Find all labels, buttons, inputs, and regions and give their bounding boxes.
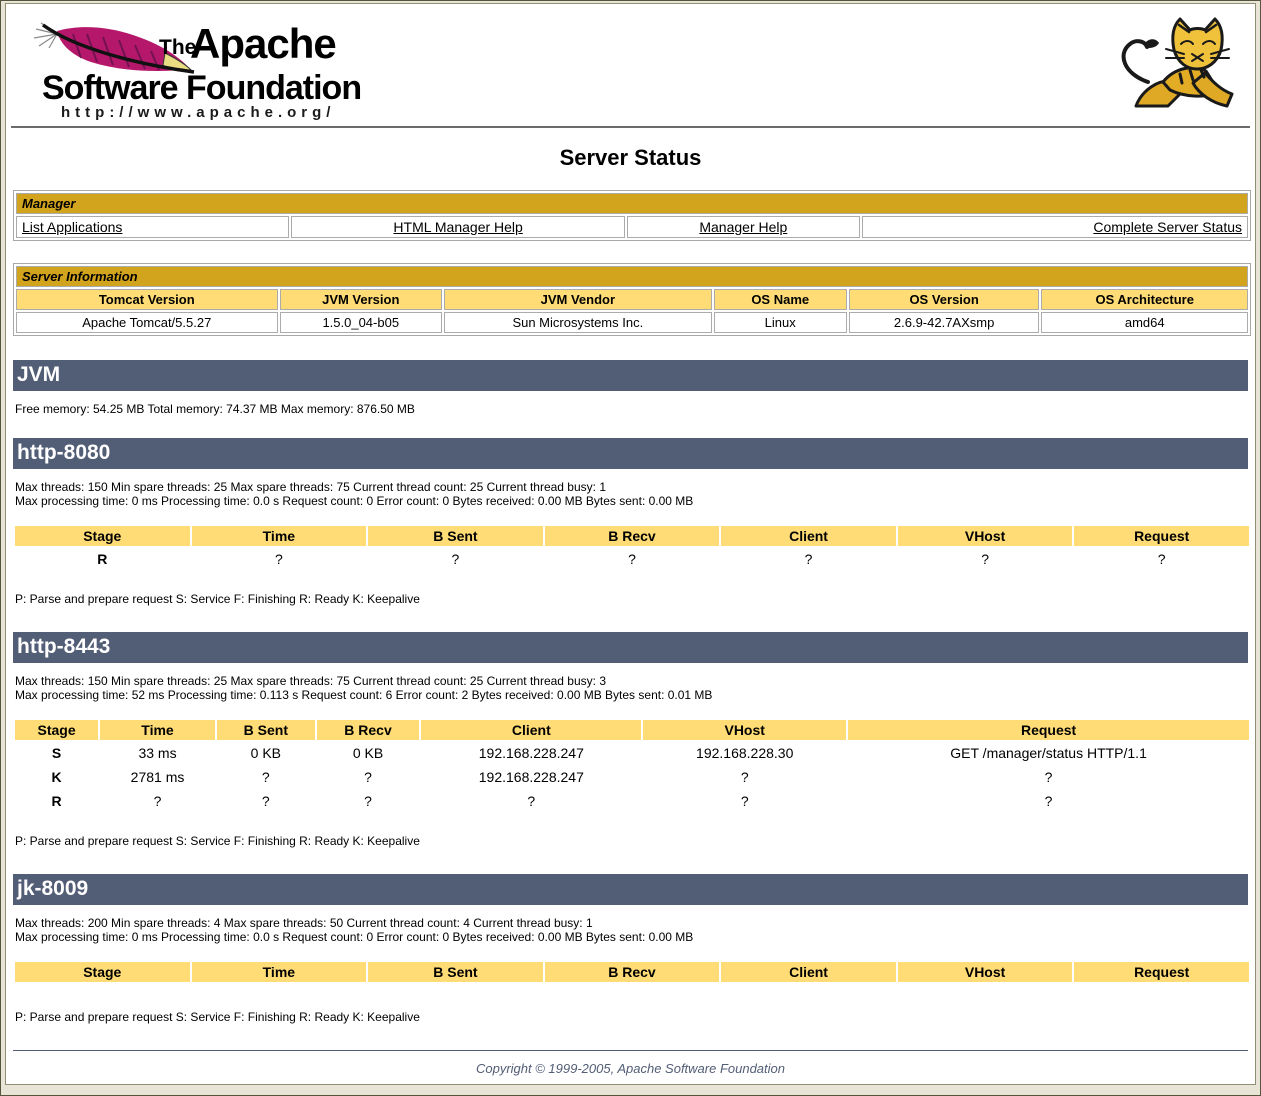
server-information-values-row: [16, 312, 1248, 333]
request-cell: GET /manager/status HTTP/1.1: [950, 745, 1147, 761]
http-8443-stage-legend: P: Parse and prepare request S: Service F: Finishing R: Ready K: Keepalive: [15, 834, 420, 848]
col-b-sent: B Sent: [368, 526, 543, 546]
link-list-applications[interactable]: List Applications: [22, 219, 123, 235]
stage-cell: K: [51, 769, 62, 785]
table-row: [15, 742, 1249, 764]
http-8443-header-row: [15, 720, 1249, 740]
http-8443-processing-line: Max processing time: 52 ms Processing time: 0.113 s Request count: 6 Error count: 2 Bytes received: 0.00 MB Bytes sent: 0.01 MB: [15, 688, 713, 702]
section-http-8443: http-8443: [13, 632, 1248, 663]
col-client: Client: [721, 962, 896, 982]
jvm-version: 1.5.0_04-b05: [280, 312, 443, 333]
col-request: Request: [848, 720, 1249, 740]
time-cell: ?: [153, 793, 162, 809]
manager-links-row: [16, 216, 1248, 238]
manager-section-title: Manager: [16, 193, 1248, 214]
time-cell: 33 ms: [138, 745, 177, 761]
client-cell: ?: [527, 793, 536, 809]
http-8443-stats: [15, 674, 1248, 702]
apache-brand: [9, 4, 529, 126]
client-cell: 192.168.228.247: [478, 745, 584, 761]
vhost-cell: ?: [740, 769, 749, 785]
table-row: [15, 548, 1249, 570]
col-os-architecture: OS Architecture: [1041, 289, 1248, 310]
time-cell: ?: [274, 551, 283, 567]
col-stage: Stage: [15, 720, 98, 740]
header-divider: [11, 126, 1250, 128]
col-b-recv: B Recv: [317, 720, 420, 740]
http-8443-threads-line: Max threads: 150 Min spare threads: 25 Max spare threads: 75 Current thread count: 25 Current thread busy: 3: [15, 674, 606, 688]
server-information-header-row: [16, 289, 1248, 310]
b-sent-cell: ?: [261, 793, 270, 809]
section-jk-8009: jk-8009: [13, 874, 1248, 905]
http-8080-threads-line: Max threads: 150 Min spare threads: 25 Max spare threads: 75 Current thread count: 25 Current thread busy: 1: [15, 480, 606, 494]
col-vhost: VHost: [898, 962, 1073, 982]
request-cell: ?: [1044, 769, 1053, 785]
col-vhost: VHost: [898, 526, 1073, 546]
client-cell: ?: [804, 551, 813, 567]
tomcat-logo: [1108, 16, 1240, 116]
vhost-cell: ?: [740, 793, 749, 809]
col-os-version: OS Version: [849, 289, 1040, 310]
col-client: Client: [721, 526, 896, 546]
col-vhost: VHost: [643, 720, 846, 740]
stage-cell: S: [51, 745, 62, 761]
time-cell: 2781 ms: [130, 769, 185, 785]
http-8080-header-row: [15, 526, 1249, 546]
col-os-name: OS Name: [714, 289, 847, 310]
stage-cell: R: [51, 793, 62, 809]
jk-8009-header-row: [15, 962, 1249, 982]
col-b-sent: B Sent: [217, 720, 315, 740]
jk-8009-stats: [15, 916, 1248, 944]
col-b-recv: B Recv: [545, 526, 720, 546]
b-sent-cell: ?: [261, 769, 270, 785]
jk-8009-requests-table: [13, 960, 1251, 984]
col-stage: Stage: [15, 526, 190, 546]
http-8080-stats: [15, 480, 1248, 508]
b-recv-cell: ?: [364, 793, 372, 809]
os-name: Linux: [714, 312, 847, 333]
col-jvm-vendor: JVM Vendor: [444, 289, 712, 310]
b-recv-cell: ?: [364, 769, 372, 785]
os-architecture: amd64: [1041, 312, 1248, 333]
http-8080-requests-table: [13, 524, 1251, 572]
client-cell: 192.168.228.247: [478, 769, 584, 785]
section-http-8080: http-8080: [13, 438, 1248, 469]
footer-divider: [13, 1050, 1248, 1051]
col-request: Request: [1074, 526, 1249, 546]
tomcat-version: Apache Tomcat/5.5.27: [16, 312, 278, 333]
page-title: Server Status: [559, 145, 702, 170]
col-time: Time: [100, 720, 215, 740]
col-request: Request: [1074, 962, 1249, 982]
vhost-cell: 192.168.228.30: [696, 745, 794, 761]
brand-apache: Apache: [190, 20, 336, 67]
page-content: [5, 3, 1256, 1085]
jk-8009-processing-line: Max processing time: 0 ms Processing time: 0.0 s Request count: 0 Error count: 0 Bytes received: 0.00 MB Bytes sent: 0.00 MB: [15, 930, 694, 944]
server-information-table: [13, 263, 1251, 336]
col-jvm-version: JVM Version: [280, 289, 443, 310]
b-recv-cell: ?: [628, 551, 636, 567]
jk-8009-threads-line: Max threads: 200 Min spare threads: 4 Max spare threads: 50 Current thread count: 4 Current thread busy: 1: [15, 916, 593, 930]
link-manager-help[interactable]: Manager Help: [699, 219, 788, 235]
vhost-cell: ?: [981, 551, 989, 567]
jk-8009-stage-legend: P: Parse and prepare request S: Service F: Finishing R: Ready K: Keepalive: [15, 1010, 420, 1024]
brand-the: The: [159, 36, 197, 59]
manager-nav-table: [13, 190, 1251, 241]
col-client: Client: [421, 720, 641, 740]
col-b-sent: B Sent: [368, 962, 543, 982]
http-8080-stage-legend: P: Parse and prepare request S: Service F: Finishing R: Ready K: Keepalive: [15, 592, 420, 606]
b-sent-cell: 0 KB: [250, 745, 281, 761]
brand-url: http://www.apache.org/: [61, 104, 336, 121]
b-sent-cell: ?: [451, 551, 460, 567]
b-recv-cell: 0 KB: [352, 745, 384, 761]
http-8443-requests-table: [13, 718, 1251, 814]
col-tomcat-version: Tomcat Version: [16, 289, 278, 310]
page-header: [9, 4, 1252, 126]
brand-software-foundation: Software Foundation: [42, 69, 362, 107]
os-version: 2.6.9-42.7AXsmp: [849, 312, 1040, 333]
link-complete-server-status[interactable]: Complete Server Status: [1093, 219, 1242, 235]
jvm-vendor: Sun Microsystems Inc.: [444, 312, 712, 333]
col-b-recv: B Recv: [545, 962, 720, 982]
link-html-manager-help[interactable]: HTML Manager Help: [393, 219, 523, 235]
copyright-text: Copyright © 1999-2005, Apache Software Foundation: [475, 1061, 786, 1076]
section-jvm: JVM: [13, 360, 1248, 391]
request-cell: ?: [1157, 551, 1166, 567]
http-8080-processing-line: Max processing time: 0 ms Processing time: 0.0 s Request count: 0 Error count: 0 Bytes received: 0.00 MB Bytes sent: 0.00 MB: [15, 494, 694, 508]
server-information-title: Server Information: [16, 266, 1248, 287]
request-cell: ?: [1044, 793, 1053, 809]
table-row: [15, 790, 1249, 812]
col-time: Time: [192, 526, 367, 546]
col-stage: Stage: [15, 962, 190, 982]
col-time: Time: [192, 962, 367, 982]
table-row: [15, 766, 1249, 788]
jvm-memory-stats: Free memory: 54.25 MB Total memory: 74.37 MB Max memory: 876.50 MB: [15, 402, 415, 416]
stage-cell: R: [97, 551, 108, 567]
